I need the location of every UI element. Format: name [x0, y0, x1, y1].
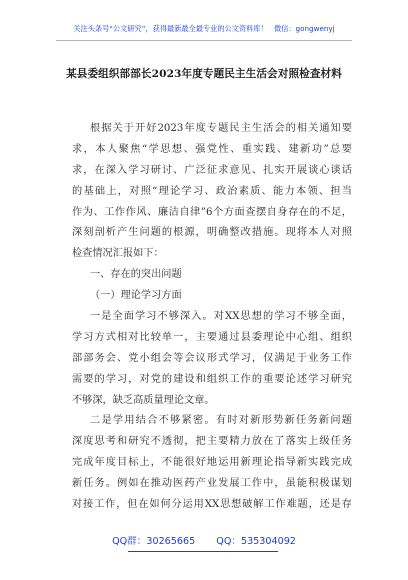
body-line: 检查情况汇报如下： — [72, 248, 164, 260]
body-line: 部部务会、党小组会等会议形式学习，仅满足于业务工作 — [72, 352, 352, 364]
banner-divider — [56, 40, 352, 41]
promo-banner-text[interactable]: 关注头条号“公文研究”，获得最新最全最专业的公文资料库！ — [73, 24, 268, 33]
body-line: 作为、工作作风、廉洁自律”6个方面查摆自身存在的不足， — [72, 206, 352, 218]
document-title: 某县委组织部部长2023年度专题民主生活会对照检查材料 — [66, 68, 342, 80]
body-line: 新任务。例如在推动医药产业发展工作中，虽能积极谋划 — [72, 478, 352, 490]
contact-footer[interactable] — [0, 533, 408, 547]
body-line: 不够深，缺乏高质量理论文章。 — [72, 394, 215, 406]
subsection-heading: （一）理论学习方面 — [90, 290, 182, 302]
body-line: 求，本人聚焦“学思想、强党性、重实践、建新功”总要 — [72, 143, 352, 155]
body-line: 二是学用结合不够紧密。有时对新形势新任务新问题 — [90, 415, 352, 427]
body-line: 的基础上，对照“理论学习、政治素质、能力本领、担当 — [72, 185, 352, 197]
document-body — [72, 119, 352, 516]
qq-group-link[interactable]: QQ群：30265665 — [112, 536, 196, 547]
body-line: 完成年度目标上，不能很好地运用新理论指导新实践完成 — [72, 457, 352, 469]
body-line: 需要的学习，对党的建设和组织工作的重要论述学习研究 — [72, 373, 352, 385]
body-line: 求，在深入学习研讨、广泛征求意见、扎实开展谈心谈话 — [72, 164, 352, 176]
section-heading: 一、存在的突出问题 — [90, 269, 182, 281]
body-line: 一是全面学习不够深入。对XX思想的学习不够全面， — [90, 311, 352, 323]
footer-underline — [128, 551, 278, 552]
body-line: 深度思考和研究不透彻，把主要精力放在了落实上级任务 — [72, 436, 352, 448]
body-line: 深刻剖析产生问题的根源，明确整改措施。现将本人对照 — [72, 227, 352, 239]
body-line: 根据关于开好2023年度专题民主生活会的相关通知要 — [90, 123, 352, 134]
promo-banner[interactable] — [18, 24, 390, 34]
body-line: 对接工作，但在如何分运用XX思想破解工作难题，还是存 — [72, 499, 352, 511]
wechat-id[interactable]: 微信：gongwenyj — [273, 24, 335, 33]
body-line: 学习方式相对比较单一，主要通过县委理论中心组、组织 — [72, 331, 352, 343]
qq-contact-link[interactable]: QQ：535304092 — [216, 536, 296, 547]
